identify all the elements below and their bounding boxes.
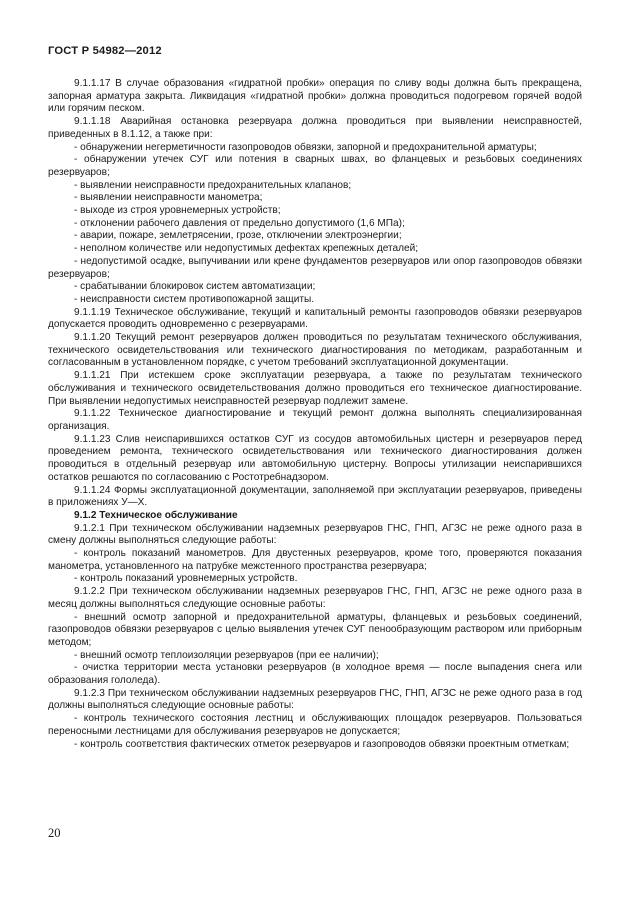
document-page bbox=[48, 0, 582, 913]
list-item: - недопустимой осадке, выпучивании или крене фундаментов резервуаров или опор газопроводов обвязки резервуаров; bbox=[48, 255, 582, 280]
list-item: - выявлении неисправности предохранительных клапанов; bbox=[74, 179, 352, 191]
paragraph-9-1-2-1: 9.1.2.1 При техническом обслуживании надземных резервуаров ГНС, ГНП, АГЗС не реже одного раза в смену должны выполняться следующие работы: bbox=[48, 522, 582, 547]
paragraph-9-1-1-21: 9.1.1.21 При истекшем сроке эксплуатации резервуара, а также по результатам технического обслуживания и технического освидетельствования должно проводиться его техническое диагностирование. При выявлении недопустимых неисправностей резервуар подлежит замене. bbox=[48, 370, 582, 407]
list-item: - контроль показаний манометров. Для двустенных резервуаров, кроме того, проверяются показания манометра, установленного на патрубке межстенного пространства резервуара; bbox=[48, 548, 582, 572]
list-item: - контроль технического состояния лестниц и обслуживающих площадок резервуаров. Пользоваться переносными лестницами для обслуживания резервуаров не допускается; bbox=[48, 713, 582, 737]
list-item: - выходе из строя уровнемерных устройств; bbox=[74, 205, 281, 217]
list-item: - контроль соответствия фактических отметок резервуаров и газопроводов обвязки проектным отметкам; bbox=[74, 738, 570, 750]
list-item: - срабатывании блокировок систем автоматизации; bbox=[74, 281, 316, 293]
list-item: - обнаружении негерметичности газопроводов обвязки, запорной и предохранительной арматуры; bbox=[74, 141, 537, 153]
list-item: - обнаружении утечек СУГ или потения в сварных швах, во фланцевых и резьбовых соединениях резервуаров; bbox=[48, 154, 582, 178]
list-item: - внешний осмотр запорной и предохранительной арматуры, фланцевых и резьбовых соединений, газопроводов обвязки резервуаров с целью выявления утечек СУГ пенообразующим раствором или приборным методом; bbox=[48, 611, 582, 648]
list-item: - контроль показаний уровнемерных устройств. bbox=[74, 573, 298, 585]
paragraph-9-1-2-2: 9.1.2.2 При техническом обслуживании надземных резервуаров ГНС, ГНП, АГЗС не реже одного раза в месяц должны выполняться следующие основные работы: bbox=[48, 586, 582, 610]
document-body bbox=[48, 78, 582, 751]
list-item: - очистка территории места установки резервуаров (в холодное время — после выпадения снега или образования гололеда). bbox=[48, 662, 582, 687]
list-item: - внешний осмотр теплоизоляции резервуаров (при ее наличии); bbox=[74, 649, 379, 661]
paragraph-9-1-1-24: 9.1.1.24 Формы эксплуатационной документации, заполняемой при эксплуатации резервуаров, приведены в приложениях У—Х. bbox=[48, 484, 582, 509]
section-heading-9-1-2: 9.1.2 Техническое обслуживание bbox=[74, 509, 238, 521]
paragraph-9-1-1-20: 9.1.1.20 Текущий ремонт резервуаров должен проводиться по результатам технического обслуживания, технического освидетельствования или технического диагностирования по методикам, разработанным и согласованным в установленном порядке, с учетом требований эксплуатационной документации. bbox=[48, 332, 582, 369]
paragraph-9-1-1-18: 9.1.1.18 Аварийная остановка резервуара должна проводиться при выявлении неисправностей, приведенных в 8.1.12, а также при: bbox=[48, 116, 582, 140]
paragraph-9-1-1-17: 9.1.1.17 В случае образования «гидратной пробки» операция по сливу воды должна быть прекращена, запорная арматура закрыта. Ликвидация «гидратной пробки» должна проводиться подогревом горячей водой или горячим песком. bbox=[48, 78, 582, 115]
paragraph-9-1-1-19: 9.1.1.19 Техническое обслуживание, текущий и капитальный ремонты газопроводов обвязки резервуаров допускается проводить одновременно с резервуарами. bbox=[48, 306, 582, 331]
paragraph-9-1-1-22: 9.1.1.22 Техническое диагностирование и текущий ремонт должна выполнять специализированная организация. bbox=[48, 408, 582, 432]
list-item: - неполном количестве или недопустимых дефектах крепежных деталей; bbox=[74, 243, 419, 255]
list-item: - неисправности систем противопожарной защиты. bbox=[74, 293, 315, 305]
paragraph-9-1-1-23: 9.1.1.23 Слив неиспарившихся остатков СУГ из сосудов автомобильных цистерн и резервуаров перед проведением ремонта, технического освидетельствования или технического диагностирования должен проводиться в отдельный резервуар или автомобильную цистерну. Вопросы утилизации неиспарившихся остатков решаются по согласованию с Ростотребнадзором. bbox=[48, 433, 582, 483]
list-item: - аварии, пожаре, землетрясении, грозе, отключении электроэнергии; bbox=[74, 230, 402, 242]
standard-header: ГОСТ Р 54982—2012 bbox=[48, 45, 162, 57]
paragraph-9-1-2-3: 9.1.2.3 При техническом обслуживании надземных резервуаров ГНС, ГНП, АГЗС не реже одного раза в год должны выполняться следующие основные работы: bbox=[48, 687, 582, 712]
list-item: - отклонении рабочего давления от предельно допустимого (1,6 МПа); bbox=[74, 217, 405, 229]
list-item: - выявлении неисправности манометра; bbox=[74, 192, 263, 204]
page-number: 20 bbox=[48, 826, 61, 840]
